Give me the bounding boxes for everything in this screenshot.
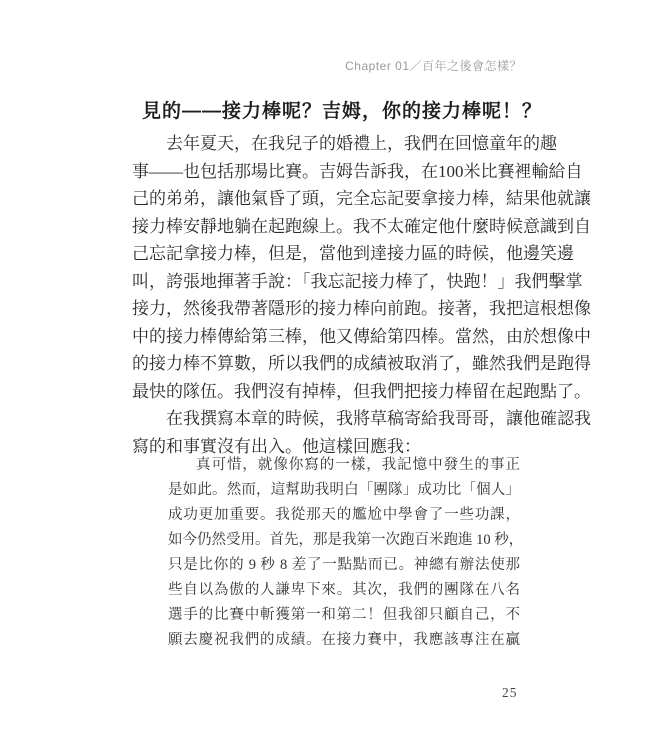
text-line: 選手的比賽中斬獲第一和第二！但我卻只顧自己，不	[168, 607, 520, 623]
text-line: 是如此。然而，這幫助我明白「團隊」成功比「個人」	[168, 482, 520, 498]
text-line: 些自以為傲的人謙卑下來。其次，我們的團隊在八名	[168, 582, 520, 598]
text-line: 真可惜，就像你寫的一樣，我記憶中發生的事正	[196, 457, 520, 473]
text-line: 最快的隊伍。我們沒有掉棒，但我們把接力棒留在起跑點了。	[132, 381, 591, 401]
running-header-chapter-label: Chapter 01／百年之後會怎樣？	[345, 59, 522, 73]
text-line: 去年夏天，在我兒子的婚禮上，我們在回憶童年的趣	[166, 134, 557, 153]
text-line: 事——也包括那場比賽。吉姆告訴我，在100米比賽裡輸給自	[132, 161, 583, 181]
text-line: 叫，誇張地揮著手說：「我忘記接力棒了，快跑！」我們擊掌	[132, 271, 583, 291]
text-line: 接力，然後我帶著隱形的接力棒向前跑。接著，我把這根想像	[132, 299, 591, 318]
text-line: 寫的和事實沒有出入。他這樣回應我：	[132, 436, 421, 456]
section-heading: 見的——接力棒呢？吉姆，你的接力棒呢！？	[142, 101, 543, 122]
body-text	[132, 130, 591, 460]
text-line: 接力棒安靜地躺在起跑線上。我不太確定他什麼時候意識到自	[132, 216, 591, 236]
text-line: 的接力棒不算數，所以我們的成績被取消了，雖然我們是跑得	[132, 354, 591, 373]
text-line: 只是比你的 9 秒 8 差了一點點而已。神總有辦法使那	[168, 557, 520, 573]
page-number: 25	[502, 685, 518, 700]
text-line: 如今仍然受用。首先，那是我第一次跑百米跑進 10 秒，	[168, 532, 524, 548]
text-line: 成功更加重要。我從那天的尷尬中學會了一些功課，	[168, 507, 520, 523]
paragraph-2	[132, 405, 591, 460]
text-line: 中的接力棒傳給第三棒，他又傳給第四棒。當然，由於想像中	[132, 326, 591, 346]
text-line: 己的弟弟，讓他氣昏了頭，完全忘記要拿接力棒，結果他就讓	[132, 189, 591, 208]
brother-reply-quote	[168, 453, 524, 653]
text-line: 在我撰寫本章的時候，我將草稿寄給我哥哥，讓他確認我	[166, 409, 591, 428]
text-line: 己忘記拿接力棒，但是，當他到達接力區的時候，他邊笑邊	[132, 244, 574, 263]
text-line: 願去慶祝我們的成績。在接力賽中，我應該專注在贏	[168, 632, 520, 648]
paragraph-1	[132, 130, 591, 405]
